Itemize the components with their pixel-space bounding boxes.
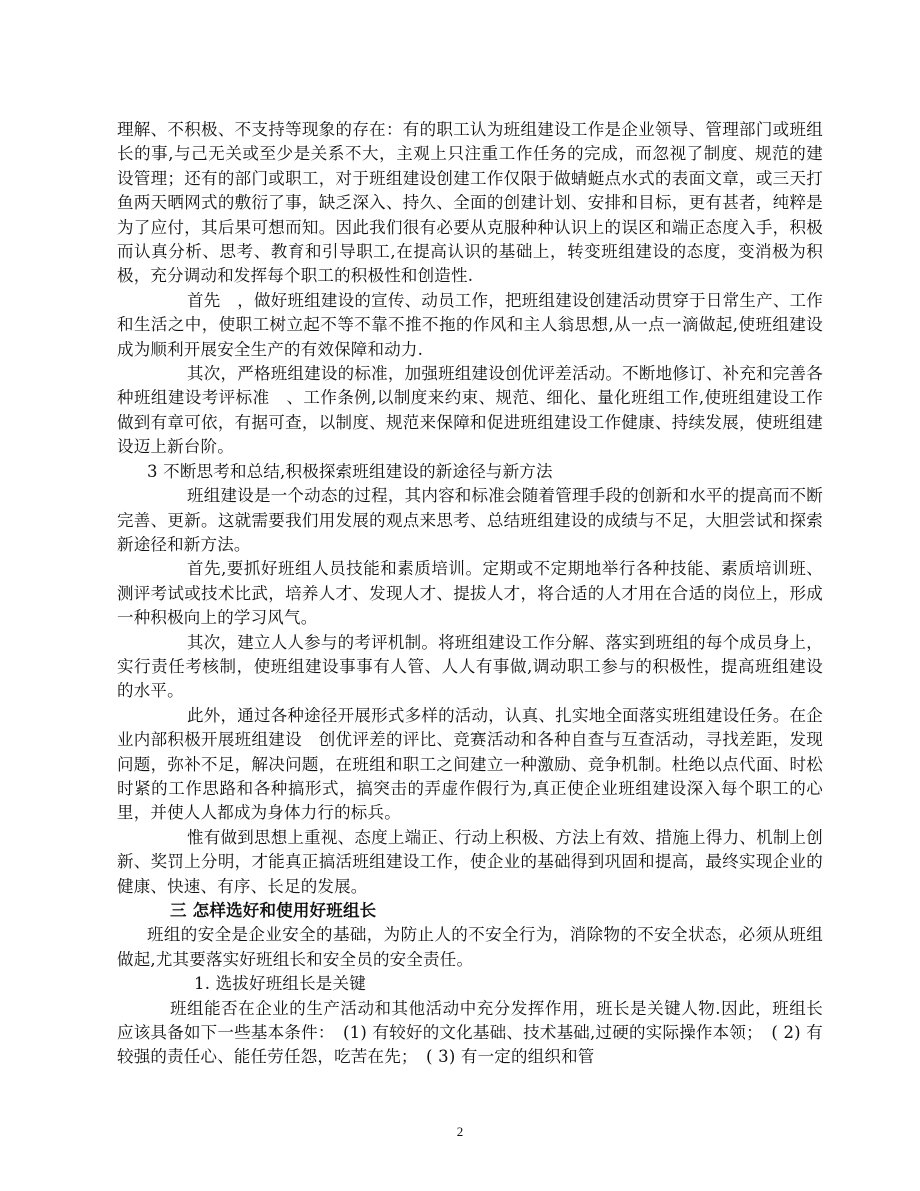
paragraph-conclusion: 惟有做到思想上重视、态度上端正、行动上积极、方法上有效、措施上得力、机制上创新、奖罚上分明，才能真正搞活班组建设工作，使企业的基础得到巩固和提高，最终实现企业的健康、快速、有序、长足的发展。 [117, 827, 823, 896]
paragraph-evaluation-mechanism: 其次，建立人人参与的考评机制。将班组建设工作分解、落实到班组的每个成员身上，实行责任考核制，使班组建设事事有人管、人人有事做,调动职工参与的积极性，提高班组建设的水平。 [117, 632, 823, 701]
chapter-heading-3: 三 怎样选好和使用好班组长 [170, 901, 377, 920]
paragraph-team-safety: 班组的安全是企业安全的基础，为防止人的不安全行为，消除物的不安全状态，必须从班组做起,尤其要落实好班组长和安全员的安全责任。 [117, 925, 823, 969]
paragraph-activities: 此外，通过各种途径开展形式多样的活动，认真、扎实地全面落实班组建设任务。在企业内部积极开展班组建设 创优评差的评比、竞赛活动和各种自查与互查活动，寻找差距，发现问题，弥补不足，解决问题，在班组和职工之间建立一种激励、竞争机制。杜绝以点代面、时松时紧的工作思路和各种搞形式，搞突击的弄虚作假行为,真正使企业班组建设深入每个职工的心里，并使人人都成为身体力行的标兵。 [117, 705, 823, 823]
paragraph-dynamic-process: 班组建设是一个动态的过程，其内容和标准会随着管理手段的创新和水平的提高而不断完善、更新。这就需要我们用发展的观点来思考、总结班组建设的成绩与不足，大胆尝试和探索新途径和新方法。 [117, 486, 823, 554]
paragraph-leader-conditions: 班组能否在企业的生产活动和其他活动中充分发挥作用，班长是关键人物.因此，班组长应该具备如下一些基本条件： (1) 有较好的文化基础、技术基础,过硬的实际操作本领； ( 2) 有较强的责任心、能任劳任怨，吃苦在先； ( 3) 有一定的组织和管 [117, 998, 823, 1067]
section-heading-3: 3 不断思考和总结,积极探索班组建设的新途径与新方法 [147, 461, 553, 481]
paragraph-continuation: 理解、不积极、不支持等现象的存在：有的职工认为班组建设工作是企业领导、管理部门或班组长的事,与己无关或至少是关系不大，主观上只注重工作任务的完成，而忽视了制度、规范的建设管理；还有的部门或职工，对于班组建设创建工作仅限于做蜻蜓点水式的表面文章，或三天打鱼两天晒网式的敷衍了事，缺乏深入、持久、全面的创建计划、安排和目标，更有甚者，纯粹是为了应付，其后果可想而知。因此我们很有必要从克服种种认识上的误区和端正态度入手，积极而认真分析、思考、教育和引导职工,在提高认识的基础上，转变班组建设的态度，变消极为积极，充分调动和发挥每个职工的积极性和创造性. [117, 120, 823, 286]
subheading-select-leader: 1. 选拔好班组长是关键 [194, 974, 366, 994]
paragraph-second-step: 其次，严格班组建设的标准，加强班组建设创优评差活动。不断地修订、补充和完善各种班组建设考评标准 、工作条例,以制度来约束、规范、细化、量化班组工作,使班组建设工作做到有章可依，有据可查，以制度、规范来保障和促进班组建设工作健康、持续发展，使班组建设迈上新台阶。 [117, 364, 823, 457]
page-number: 2 [456, 1124, 464, 1139]
paragraph-first-step: 首先 ，做好班组建设的宣传、动员工作，把班组建设创建活动贯穿于日常生产、工作和生活之中，使职工树立起不等不靠不推不拖的作风和主人翁思想,从一点一滴做起,使班组建设成为顺利开展安全生产的有效保障和动力. [117, 290, 823, 359]
document-body [117, 118, 823, 1070]
paragraph-training: 首先,要抓好班组人员技能和素质培训。定期或不定期地举行各种技能、素质培训班、测评考试或技术比武，培养人才、发现人才、提拔人才，将合适的人才用在合适的岗位上，形成一种积极向上的学习风气。 [117, 559, 823, 628]
